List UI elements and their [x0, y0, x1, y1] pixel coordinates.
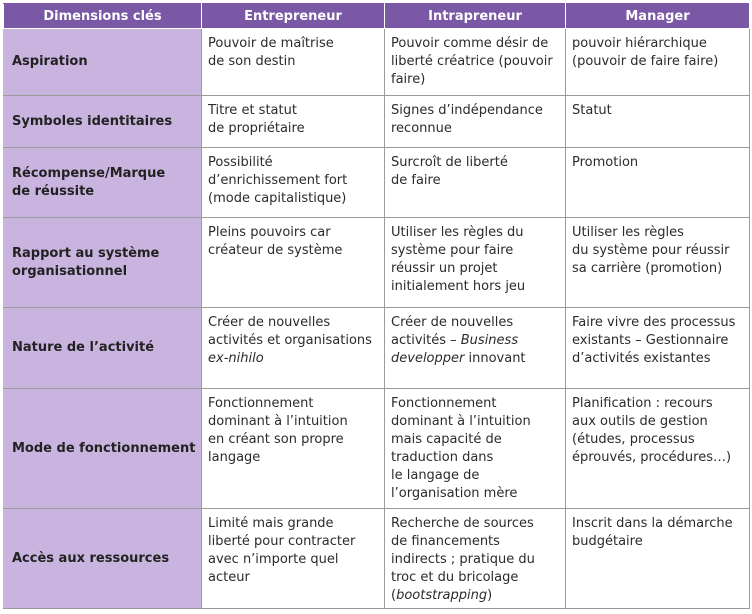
table-row — [4, 96, 750, 148]
comparison-table — [3, 3, 750, 609]
cell-intrapreneur: Créer de nouvelles activités – Business developper innovant — [385, 308, 566, 389]
cell-intrapreneur: Surcroît de liberté de faire — [385, 148, 566, 218]
cell-intrapreneur: Fonctionnement dominant à l’intuition mais capacité de traduction dans le langage de l’organisation mère — [385, 389, 566, 509]
row-label-aspiration: Aspiration — [4, 29, 202, 96]
cell-intrapreneur: Utiliser les règles du système pour faire réussir un projet initialement hors jeu — [385, 218, 566, 308]
cell-entrepreneur: Fonctionnement dominant à l’intuition en créant son propre langage — [202, 389, 385, 509]
table-row — [4, 148, 750, 218]
row-label-mode-fonctionnement: Mode de fonctionnement — [4, 389, 202, 509]
cell-entrepreneur: Créer de nouvelles activités et organisations ex-nihilo — [202, 308, 385, 389]
cell-entrepreneur: Possibilité d’enrichissement fort (mode capitalistique) — [202, 148, 385, 218]
cell-intrapreneur: Signes d’indépendance reconnue — [385, 96, 566, 148]
row-label-nature-activite: Nature de l’activité — [4, 308, 202, 389]
cell-entrepreneur: Pleins pouvoirs car créateur de système — [202, 218, 385, 308]
cell-entrepreneur: Limité mais grande liberté pour contracter avec n’importe quel acteur — [202, 509, 385, 609]
header-manager: Manager — [566, 4, 750, 29]
cell-manager: Inscrit dans la démarche budgétaire — [566, 509, 750, 609]
table-row — [4, 509, 750, 609]
row-label-symboles: Symboles identitaires — [4, 96, 202, 148]
table-row — [4, 308, 750, 389]
table-row — [4, 218, 750, 308]
header-dimensions: Dimensions clés — [4, 4, 202, 29]
header-entrepreneur: Entrepreneur — [202, 4, 385, 29]
table-header-row — [4, 4, 750, 29]
header-intrapreneur: Intrapreneur — [385, 4, 566, 29]
comparison-table-container — [3, 3, 749, 609]
cell-entrepreneur: Titre et statut de propriétaire — [202, 96, 385, 148]
cell-entrepreneur: Pouvoir de maîtrise de son destin — [202, 29, 385, 96]
cell-manager: Faire vivre des processus existants – Gestionnaire d’activités existantes — [566, 308, 750, 389]
table-row — [4, 29, 750, 96]
cell-manager: Planification : recours aux outils de gestion (études, processus éprouvés, procédures…) — [566, 389, 750, 509]
row-label-acces-ressources: Accès aux ressources — [4, 509, 202, 609]
table-row — [4, 389, 750, 509]
row-label-recompense: Récompense/Marque de réussite — [4, 148, 202, 218]
cell-intrapreneur: Pouvoir comme désir de liberté créatrice (pouvoir faire) — [385, 29, 566, 96]
cell-manager: pouvoir hiérarchique (pouvoir de faire faire) — [566, 29, 750, 96]
row-label-rapport-systeme: Rapport au système organisationnel — [4, 218, 202, 308]
cell-manager: Promotion — [566, 148, 750, 218]
cell-intrapreneur: Recherche de sources de financements indirects ; pratique du troc et du bricolage (bootstrapping) — [385, 509, 566, 609]
cell-manager: Statut — [566, 96, 750, 148]
cell-manager: Utiliser les règles du système pour réussir sa carrière (promotion) — [566, 218, 750, 308]
